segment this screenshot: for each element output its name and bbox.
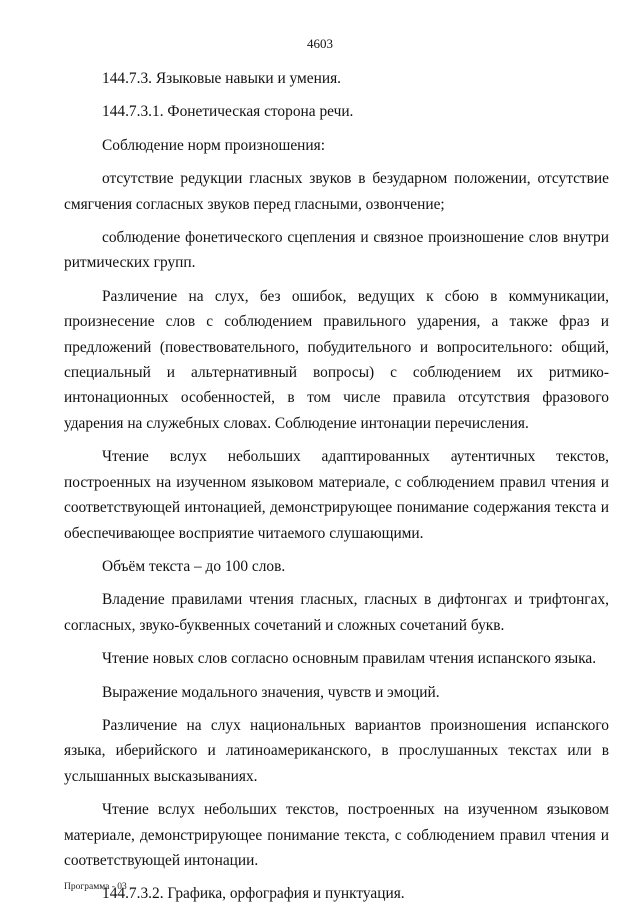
page-number: 4603 <box>307 36 333 51</box>
section-heading: 144.7.3. Языковые навыки и умения. <box>102 70 342 87</box>
subsection-heading: 144.7.3.2. Графика, орфография и пунктуация. <box>102 885 405 903</box>
paragraph: Различение на слух, без ошибок, ведущих к сбою в коммуникации, произнесение слов с соблюдением правильного ударения, а также фраз и предложений (повествовательного, побудительного и вопросительного: общий, специальный и альтернативный вопросы) с соблюдением их ритмико-интонационных особенностей, в том числе правила отсутствия фразового ударения на служебных словах. Соблюдение интонации перечисления. <box>64 287 609 432</box>
footer-note: Программа - 03 <box>64 882 127 892</box>
subsection-heading: 144.7.3.1. Фонетическая сторона речи. <box>102 103 354 121</box>
paragraph: Чтение новых слов согласно основным правилам чтения испанского языка. <box>102 650 597 668</box>
document-body <box>64 66 609 915</box>
paragraph: Чтение вслух небольших адаптированных аутентичных текстов, построенных на изученном языковом материале, с соблюдением правил чтения и соответствующей интонацией, демонстрирующее понимание содержания текста и обеспечивающее восприятие читаемого слушающими. <box>64 448 609 542</box>
paragraph: Выражение модального значения, чувств и эмоций. <box>102 683 440 701</box>
paragraph: Владение правилами чтения гласных, гласных в дифтонгах и трифтонгах, согласных, звуко-буквенных сочетаний и сложных сочетаний букв. <box>64 591 609 634</box>
paragraph: Различение на слух национальных вариантов произношения испанского языка, иберийского и латиноамериканского, в прослушанных текстах или в услышанных высказываниях. <box>64 716 609 785</box>
paragraph: Чтение вслух небольших текстов, построенных на изученном языковом материале, демонстрирующее понимание текста, с соблюдением правил чтения и соответствующей интонации. <box>64 801 609 869</box>
paragraph: Соблюдение норм произношения: <box>102 136 325 154</box>
paragraph: соблюдение фонетического сцепления и связное произношение слов внутри ритмических групп. <box>64 229 609 272</box>
paragraph: Объём текста – до 100 слов. <box>102 557 286 575</box>
paragraph: отсутствие редукции гласных звуков в безударном положении, отсутствие смягчения согласных звуков перед гласными, озвончение; <box>64 170 609 213</box>
